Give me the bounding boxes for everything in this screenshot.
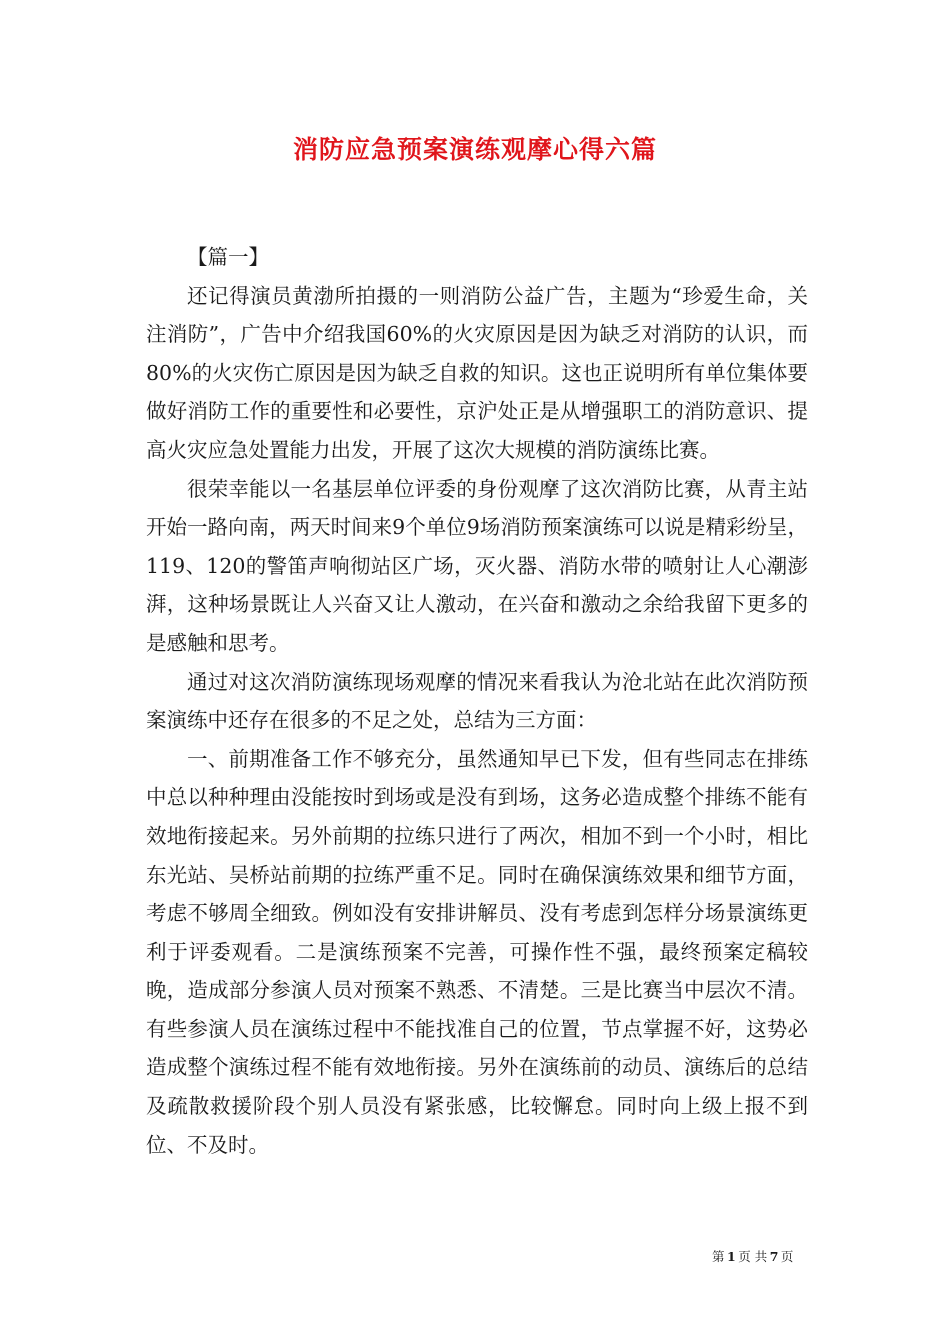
current-page-number: 1 <box>727 1249 736 1264</box>
paragraph-1: 还记得演员黄渤所拍摄的一则消防公益广告，主题为“珍爱生命，关注消防”，广告中介绍我国60%的火灾原因是因为缺乏对消防的认识，而80%的火灾伤亡原因是因为缺乏自救的知识。这也正说明所有单位集体要做好消防工作的重要性和必要性，京沪处正是从增强职工的消防意识、提高火灾应急处置能力出发，开展了这次大规模的消防演练比赛。 <box>146 283 808 462</box>
paragraph-4: 一、前期准备工作不够充分，虽然通知早已下发，但有些同志在排练中总以种种理由没能按时到场或是没有到场，这务必造成整个排练不能有效地衔接起来。另外前期的拉练只进行了两次，相加不到一个小时，相比东光站、吴桥站前期的拉练严重不足。同时在确保演练效果和细节方面，考虑不够周全细致。例如没有安排讲解员、没有考虑到怎样分场景演练更利于评委观看。二是演练预案不完善，可操作性不强，最终预案定稿较晚，造成部分参演人员对预案不熟悉、不清楚。三是比赛当中层次不清。有些参演人员在演练过程中不能找准自己的位置，节点掌握不好，这势必造成整个演练过程不能有效地衔接。另外在演练前的动员、演练后的总结及疏散救援阶段个别人员没有紧张感，比较懈怠。同时向上级上报不到位、不及时。 <box>146 746 808 1157</box>
paragraph-3: 通过对这次消防演练现场观摩的情况来看我认为沧北站在此次消防预案演练中还存在很多的不足之处，总结为三方面： <box>146 669 808 733</box>
footer-middle: 页 共 <box>738 1249 768 1264</box>
document-body <box>146 238 808 1164</box>
section-heading: 【篇一】 <box>187 245 269 269</box>
page-number-footer <box>712 1249 793 1265</box>
total-pages-number: 7 <box>769 1249 779 1264</box>
footer-suffix: 页 <box>780 1249 794 1264</box>
paragraph-2: 很荣幸能以一名基层单位评委的身份观摩了这次消防比赛，从青主站开始一路向南，两天时间来9个单位9场消防预案演练可以说是精彩纷呈，119、120的警笛声响彻站区广场，灭火器、消防水带的喷射让人心潮澎湃，这种场景既让人兴奋又让人激动，在兴奋和激动之余给我留下更多的是感触和思考。 <box>146 476 808 655</box>
footer-prefix: 第 <box>712 1249 725 1264</box>
document-title: 消防应急预案演练观摩心得六篇 <box>292 135 657 164</box>
